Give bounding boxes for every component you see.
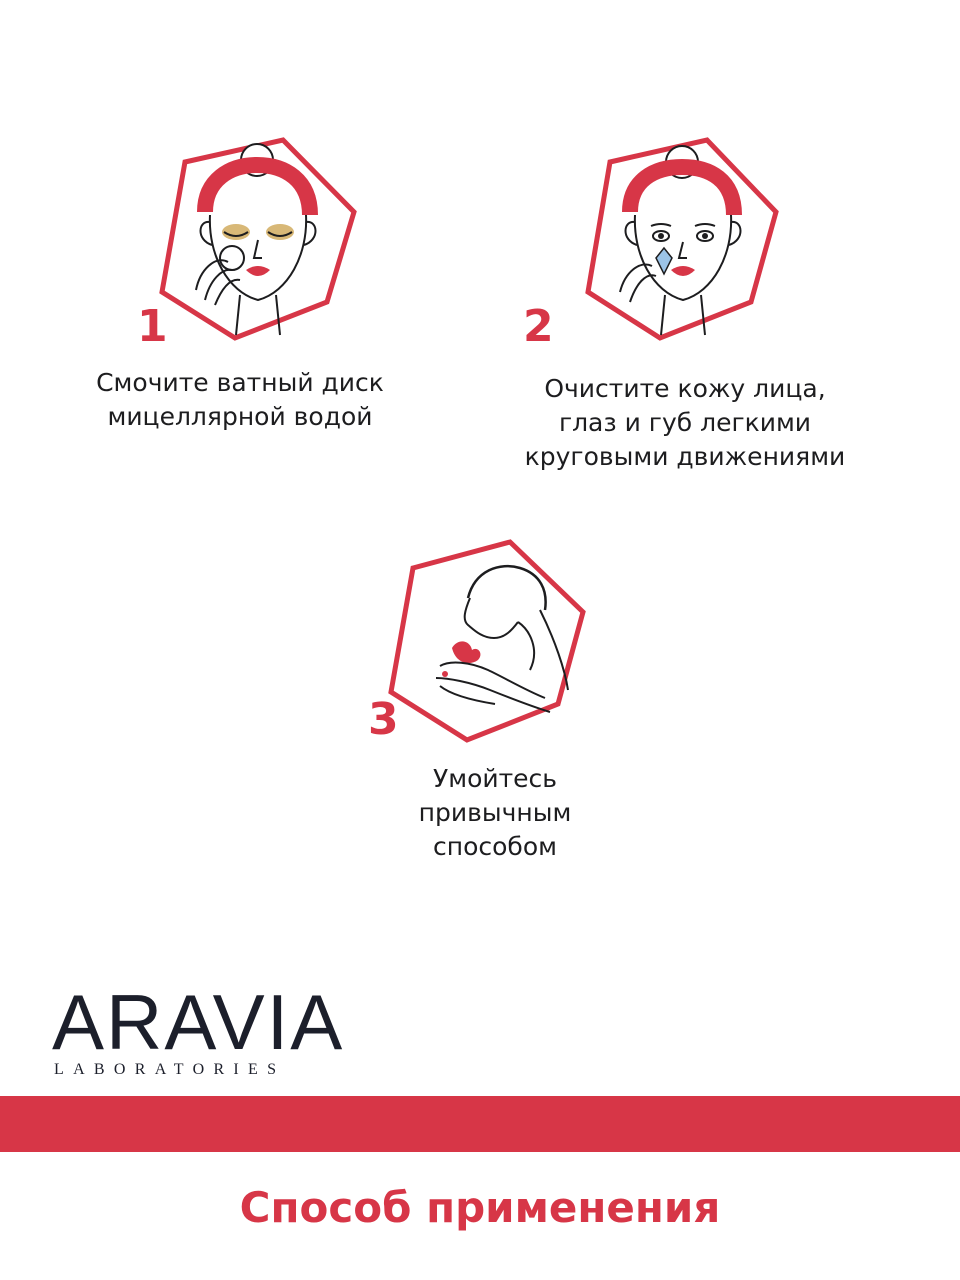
page-title: Способ применения xyxy=(239,1183,721,1232)
step-number: 2 xyxy=(523,301,554,352)
step-2 xyxy=(0,0,960,480)
brand-logo: ARAVIA xyxy=(52,978,345,1066)
step-number: 3 xyxy=(368,694,399,745)
accent-band xyxy=(0,1096,960,1152)
step-number: 1 xyxy=(137,301,168,352)
step-3 xyxy=(0,480,960,880)
step-description: Умойтесь привычным способом xyxy=(418,764,572,861)
step-description: Смочите ватный диск мицеллярной водой xyxy=(96,368,384,431)
step-description: Очистите кожу лица, глаз и губ легкими круговыми движениями xyxy=(524,374,846,471)
brand-subtitle: LABORATORIES xyxy=(54,1061,286,1078)
